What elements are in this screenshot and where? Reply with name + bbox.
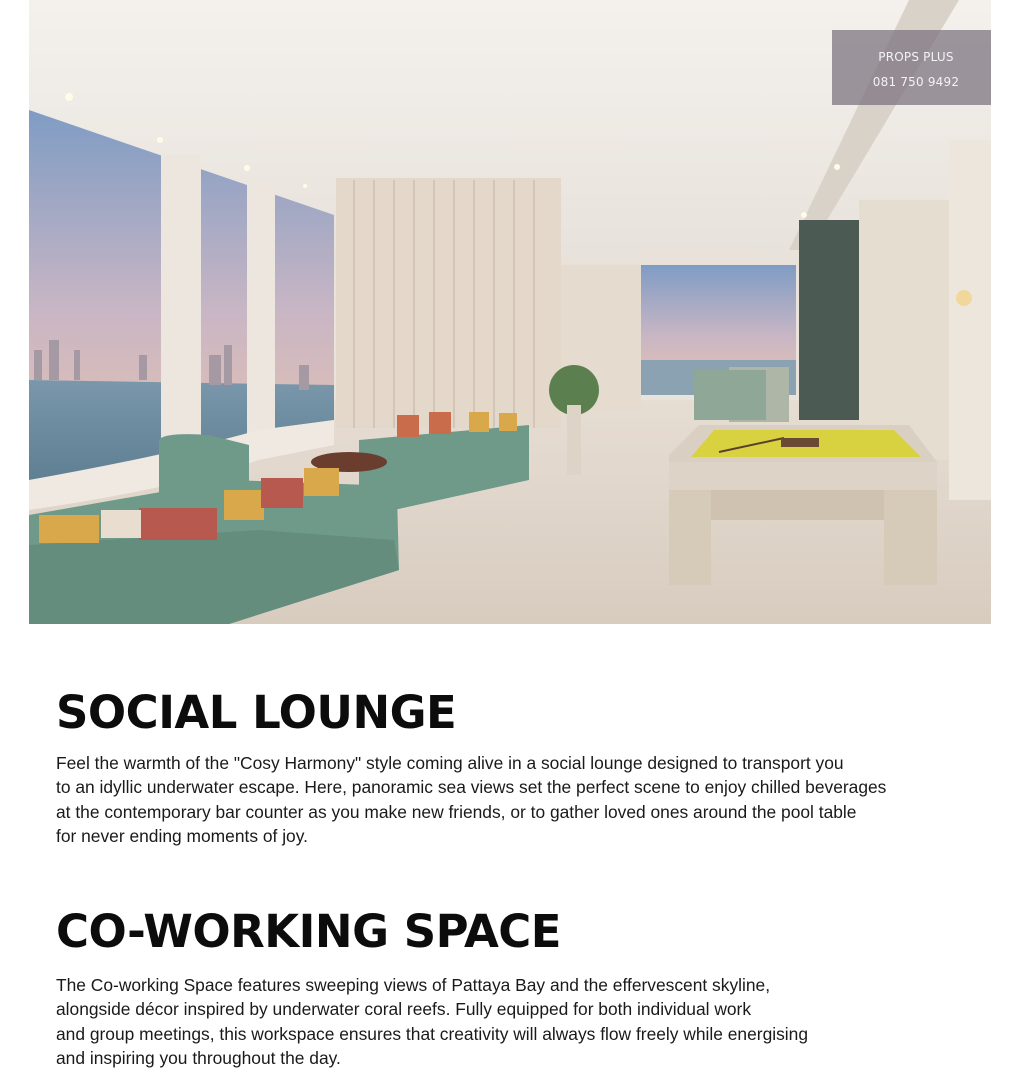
- section-title: SOCIAL LOUNGE: [56, 686, 457, 739]
- section-social-lounge: [56, 687, 956, 849]
- section-body: Feel the warmth of the "Cosy Harmony" style coming alive in a social lounge designed to transport you to an idyllic underwater escape. Here, panoramic sea views set the perfect scene to enjoy chilled beverages at the contemporary bar counter as you make new friends, or to gather loved ones around the pool table for never ending moments of joy.: [56, 753, 887, 847]
- hero-image: [29, 0, 991, 624]
- watermark: [832, 30, 991, 105]
- section-title: CO-WORKING SPACE: [56, 905, 562, 958]
- section-co-working-space: [56, 906, 956, 1071]
- watermark-phone: 081 750 9492: [872, 75, 960, 89]
- watermark-brand: PROPS PLUS: [878, 50, 954, 64]
- section-body: The Co-working Space features sweeping views of Pattaya Bay and the effervescent skyline, alongside décor inspired by underwater coral reefs. Fully equipped for both individual work and group meetings, this workspace ensures that creativity will always flow freely while energising and inspiring you throughout the day.: [56, 975, 809, 1069]
